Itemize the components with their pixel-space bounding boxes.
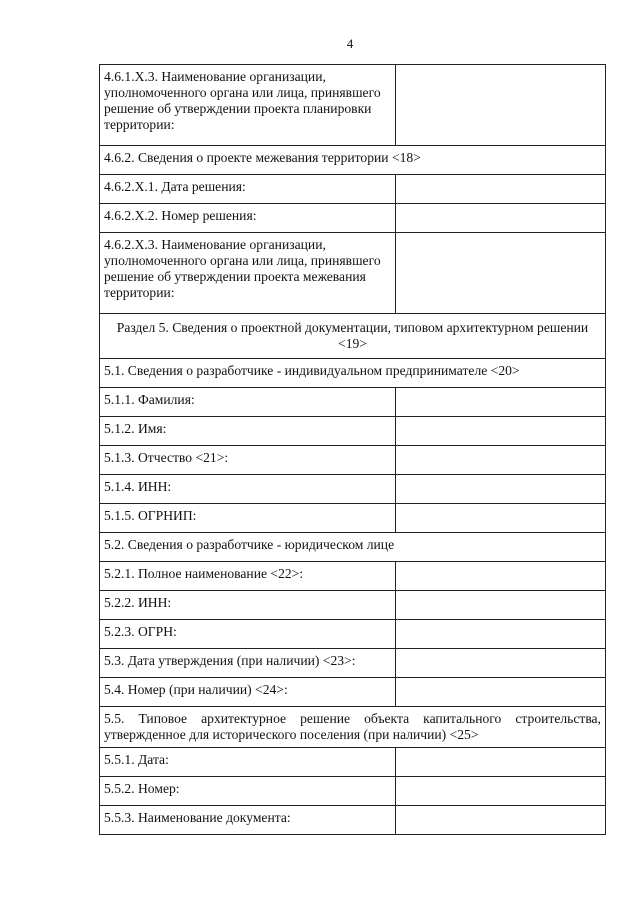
- table-row: [100, 314, 606, 359]
- field-value-cell[interactable]: [396, 748, 606, 777]
- table-row: [100, 533, 606, 562]
- field-label: 5.5.2. Номер:: [100, 777, 396, 806]
- field-value-cell[interactable]: [396, 446, 606, 475]
- table-row: [100, 707, 606, 748]
- table-row: [100, 620, 606, 649]
- field-value-cell[interactable]: [396, 504, 606, 533]
- field-label: 5.4. Номер (при наличии) <24>:: [100, 678, 396, 707]
- page-number: 4: [346, 36, 354, 51]
- field-label: 4.6.2.Х.3. Наименование организации, уполномоченного органа или лица, принявшего решение об утверждении проекта межевания территории:: [100, 233, 396, 314]
- table-row: [100, 65, 606, 146]
- field-label: 5.1.5. ОГРНИП:: [100, 504, 396, 533]
- subsection-header: 5.5. Типовое архитектурное решение объекта капитального строительства, утвержденное для исторического поселения (при наличии) <25>: [100, 707, 606, 748]
- table-row: [100, 562, 606, 591]
- table-row: [100, 233, 606, 314]
- field-label: 5.1.4. ИНН:: [100, 475, 396, 504]
- field-label: 5.3. Дата утверждения (при наличии) <23>:: [100, 649, 396, 678]
- field-label: 5.2.3. ОГРН:: [100, 620, 396, 649]
- field-label: 5.5.3. Наименование документа:: [100, 806, 396, 835]
- section-header: Раздел 5. Сведения о проектной документации, типовом архитектурном решении <19>: [100, 314, 606, 359]
- field-label: 5.2.2. ИНН:: [100, 591, 396, 620]
- field-label: 4.6.2.Х.1. Дата решения:: [100, 175, 396, 204]
- field-value-cell[interactable]: [396, 233, 606, 314]
- field-value-cell[interactable]: [396, 678, 606, 707]
- table-row: [100, 204, 606, 233]
- field-value-cell[interactable]: [396, 777, 606, 806]
- table-row: [100, 678, 606, 707]
- table-row: [100, 475, 606, 504]
- table-row: [100, 417, 606, 446]
- field-label: 4.6.2.Х.2. Номер решения:: [100, 204, 396, 233]
- table-row: [100, 777, 606, 806]
- field-value-cell[interactable]: [396, 417, 606, 446]
- table-row: [100, 504, 606, 533]
- table-row: [100, 175, 606, 204]
- table-row: [100, 649, 606, 678]
- field-label: 5.5.1. Дата:: [100, 748, 396, 777]
- table-row: [100, 388, 606, 417]
- field-value-cell[interactable]: [396, 620, 606, 649]
- table-row: [100, 146, 606, 175]
- field-label: 5.1.1. Фамилия:: [100, 388, 396, 417]
- subsection-header: 5.1. Сведения о разработчике - индивидуальном предпринимателе <20>: [100, 359, 606, 388]
- field-label: 5.1.2. Имя:: [100, 417, 396, 446]
- table-row: [100, 591, 606, 620]
- form-table: [99, 64, 606, 835]
- field-value-cell[interactable]: [396, 591, 606, 620]
- field-label: 5.2.1. Полное наименование <22>:: [100, 562, 396, 591]
- table-row: [100, 748, 606, 777]
- field-value-cell[interactable]: [396, 65, 606, 146]
- field-value-cell[interactable]: [396, 204, 606, 233]
- field-value-cell[interactable]: [396, 806, 606, 835]
- subsection-header: 5.2. Сведения о разработчике - юридическом лице: [100, 533, 606, 562]
- field-value-cell[interactable]: [396, 562, 606, 591]
- subsection-header: 4.6.2. Сведения о проекте межевания территории <18>: [100, 146, 606, 175]
- table-row: [100, 359, 606, 388]
- field-value-cell[interactable]: [396, 649, 606, 678]
- field-label: 4.6.1.Х.3. Наименование организации, уполномоченного органа или лица, принявшего решение об утверждении проекта планировки территории:: [100, 65, 396, 146]
- field-value-cell[interactable]: [396, 388, 606, 417]
- field-value-cell[interactable]: [396, 175, 606, 204]
- table-row: [100, 446, 606, 475]
- table-row: [100, 806, 606, 835]
- field-value-cell[interactable]: [396, 475, 606, 504]
- field-label: 5.1.3. Отчество <21>:: [100, 446, 396, 475]
